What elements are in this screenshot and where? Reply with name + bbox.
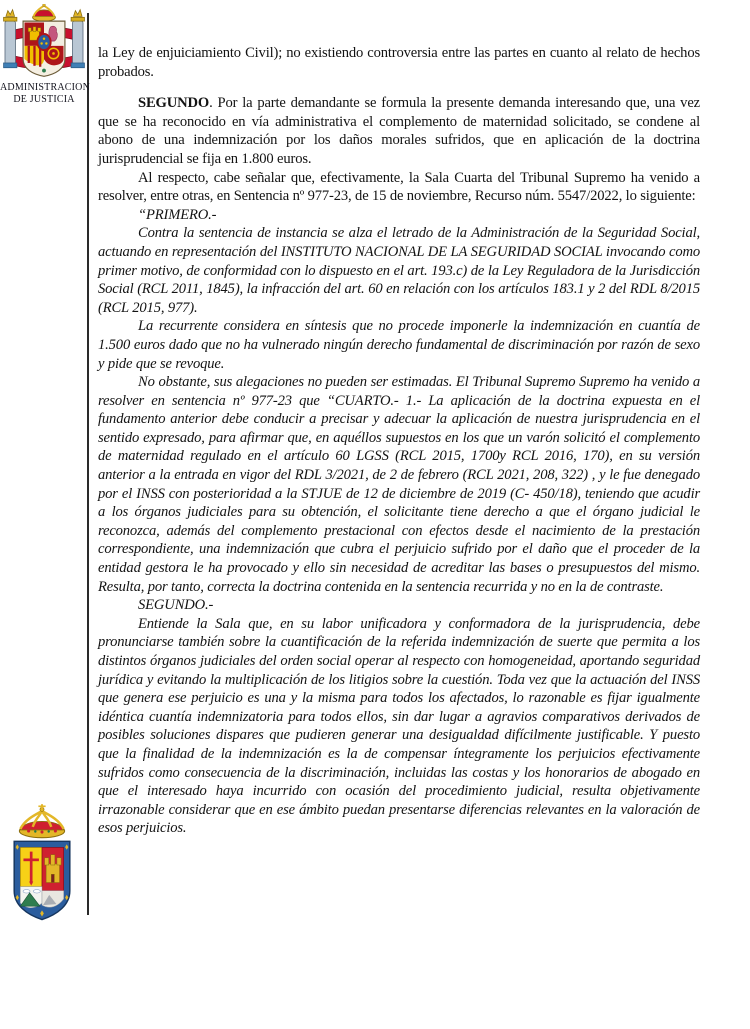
vertical-divider [87, 13, 89, 915]
judgment-text [98, 44, 700, 838]
paragraph-text: la Ley de enjuiciamiento Civil); no existiendo controversia entre las partes en cuanto al relato de hechos probados. [98, 45, 700, 80]
spain-coat-of-arms-icon [2, 4, 86, 82]
la-rioja-coat-of-arms-icon [8, 803, 76, 927]
paragraph-al-respecto [98, 169, 700, 206]
paragraph-hechos-probados [98, 44, 700, 81]
paragraph-text: “PRIMERO.- [138, 206, 217, 223]
paragraph-text: SEGUNDO.- [138, 597, 214, 614]
org-name-line1: ADMINISTRACION [0, 82, 91, 93]
paragraph-segundo-heading [98, 596, 700, 615]
paragraph-text: No obstante, sus alegaciones no pueden ser estimadas. El Tribunal Supremo Supremo ha venido a resolver en sentencia nº 977-23 que “CUARTO.- 1.- La aplicación de la doctrina expuesta en el fundamento anterior debe conducir a precisar y adecuar la aplicación de nuestra jurisprudencia en el sentido expresado, para afirmar que, en aquéllos supuestos en los que un varón solicitó el complemento de maternidad regulado en el artículo 60 LGSS (RCL 2015, 1700y RCL 2016, 170), en su versión anterior a la entrada en vigor del RDL 3/2021, de 2 de febrero (RCL 2021, 208, 322) , y le fue denegado por el INSS con posterioridad a la STJUE de 12 de diciembre de 2019 (C- 450/18), teniendo que acudir a los órganos judiciales para su obtención, el solicitante tiene derecho a que el órgano judicial le reconozca, además del complemento prestacional con efectos desde el nacimiento de la prestación correspondiente, una indemnización que cubra el perjuicio sufrido por el daño que el proceder de la entidad gestora le ha provocado y ello sin necesidad de acreditar las bases o presupuestos del mismo. Resulta, por tanto, correcta la doctrina contenida en la sentencia recurrida y no en la de contraste. [98, 374, 700, 595]
org-name-line2: DE JUSTICIA [13, 93, 75, 105]
paragraph-text: . Por la parte demandante se formula la presente demanda interesando que, una vez que se ha reconocido en vía administrativa el complemento de maternidad solicitado, se condene al abono de una indemnización por los daños morales sufridos, que en aplicación de la doctrina jurisprudencial se fija en 1.800 euros. [98, 95, 700, 167]
paragraph-segundo-demanda [98, 94, 700, 168]
paragraph-no-obstante [98, 373, 700, 596]
paragraph-entiende-sala [98, 615, 700, 838]
paragraph-lead: SEGUNDO [138, 95, 210, 112]
paragraph-text: Contra la sentencia de instancia se alza el letrado de la Administración de la Seguridad Social, actuando en representación del INSTITUTO NACIONAL DE LA SEGURIDAD SOCIAL invocando como primer motivo, de conformidad con lo dispuesto en el art. 193.c) de la Ley Reguladora de la Jurisdicción Social (RCL 2011, 1845), la infracción del art. 60 en relación con los artículos 183.1 y 2 del RDL 8/2015 (RCL 2015, 977). [98, 225, 700, 316]
paragraph-text: Entiende la Sala que, en su labor unificadora y conformadora de la jurisprudencia, debe pronunciarse también sobre la cuantificación de la referida indemnización de suerte que permita a los distintos órganos judiciales del orden social operar al respecto con homogeneidad, aportando seguridad jurídica y evitando la multiplicación de los litigios sobre la cuestión. Toda vez que la actuación del INSS que genera ese perjuicio es una y la misma para todos los afectados, lo razonable es fijar igualmente idéntica cuantía indemnizatoria para todos ellos, sin dar lugar a agravios comparativos derivados de posibles soluciones dispares que pudieren generar una desigualdad difícilmente justificable. Y puesto que la finalidad de la indemnización es la de compensar íntegramente los perjuicios efectivamente sufridos como consecuencia de la discriminación, incluidas las costas y los honorarios de abogado en que el interesado haya incurrido con ocasión del procedimiento judicial, resulta objetivamente irrazonable considerar que en ese ámbito puedan presentarse diferencias relevantes en la valoración de esos perjuicios. [98, 615, 700, 837]
paragraph-contra-sentencia [98, 224, 700, 317]
paragraph-text: Al respecto, cabe señalar que, efectivamente, la Sala Cuarta del Tribunal Supremo ha venido a resolver, entre otras, en Sentencia nº 977-23, de 15 de noviembre, Recurso núm. 5547/2022, lo siguiente: [98, 169, 700, 205]
paragraph-text: La recurrente considera en síntesis que no procede imponerle la indemnización en cuantía de 1.500 euros dado que no ha vulnerado ningún derecho fundamental de discriminación por razón de sexo y pide que se revoque. [98, 318, 700, 372]
paragraph-primero-heading [98, 206, 700, 225]
administration-of-justice-label [0, 82, 91, 105]
paragraph-recurrente [98, 317, 700, 373]
